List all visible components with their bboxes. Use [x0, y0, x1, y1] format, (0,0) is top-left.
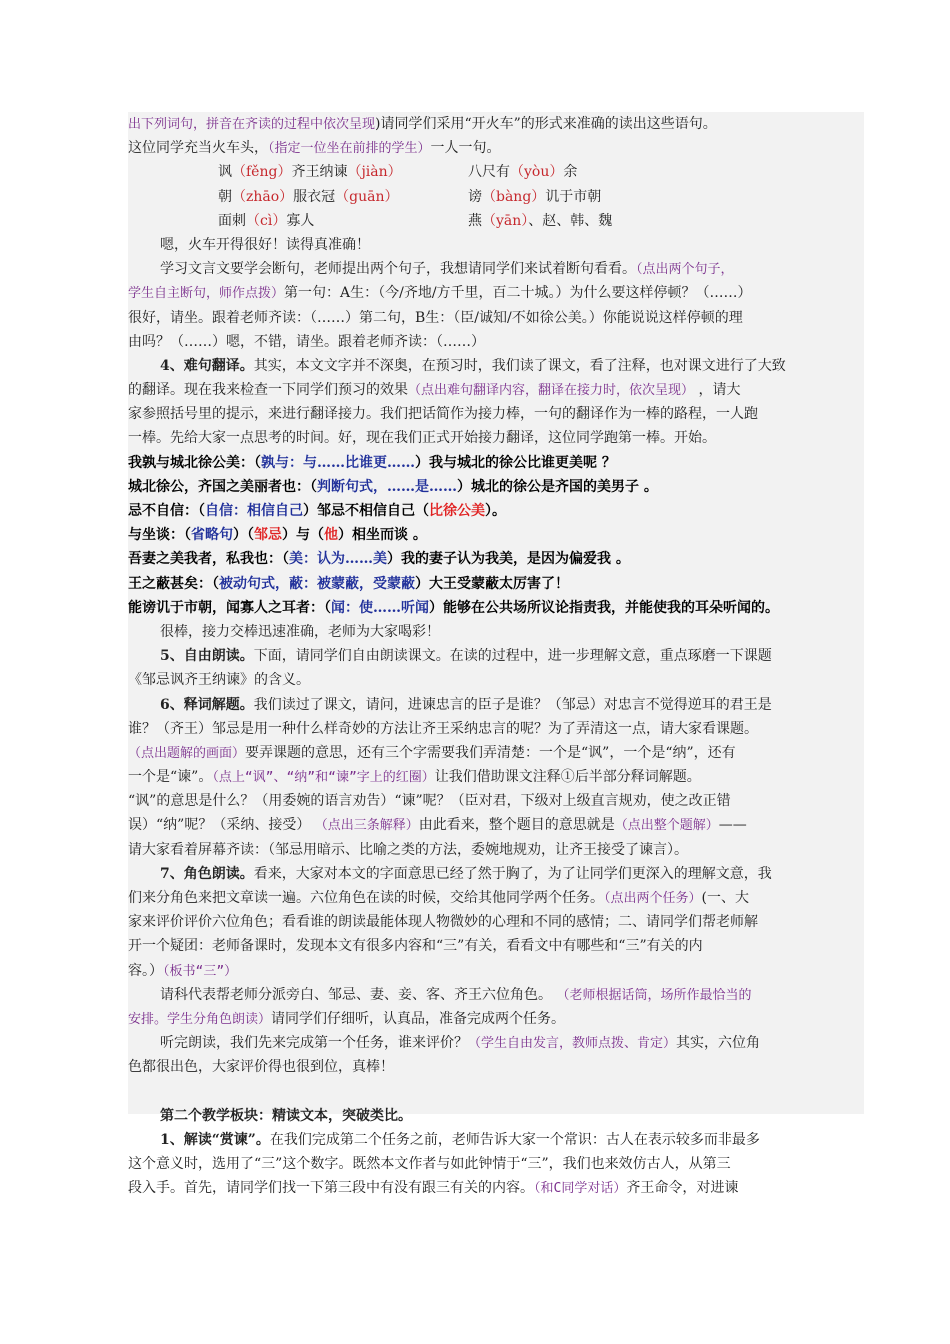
text-line — [128, 1176, 870, 1200]
text-span: “讽”的意思是什么？（用委婉的语言劝告）“谏”呢？（臣对君，下级对上级直言规劝，使之改正错 — [128, 793, 731, 810]
text-line — [128, 910, 870, 934]
text-span: （yān） — [482, 212, 529, 229]
vocab-right — [468, 213, 612, 229]
text-span: 寡人 — [286, 212, 315, 229]
text-span: 下面，请同学们自由朗读课文。在读的过程中，进一步理解文意，重点琢磨一下课题 — [253, 648, 772, 665]
text-line — [128, 499, 870, 523]
text-line — [128, 233, 870, 257]
text-span: ，请大 — [694, 382, 741, 399]
text-span: 讽 — [218, 164, 232, 181]
text-line — [128, 620, 870, 644]
bold-text: ）与（ — [282, 527, 324, 544]
bold-text: 6、释词解题。 — [160, 696, 254, 713]
text-line — [128, 668, 870, 692]
text-span: 这个意义时，选用了“三”这个数字。既然本文作者与如此钟情于“三”，我们也来效仿古人，从第三 — [128, 1155, 731, 1172]
bold-text: 1、解读“赏谏”。 — [160, 1131, 270, 1148]
text-span: 一人一句。 — [430, 140, 501, 157]
text-line — [128, 112, 870, 136]
vocab-left — [218, 185, 468, 209]
text-span: 段入手。首先，请同学们找一下第三段中有没有跟三有关的内容。 — [128, 1180, 534, 1197]
text-span: 很棒，接力交棒迅速准确，老师为大家喝彩！ — [160, 623, 440, 640]
teaching-note: （点上“讽”、“纳”和“谏”字上的红圈） — [212, 770, 435, 786]
text-span: 《邹忌讽齐王纳谏》的含义。 — [128, 672, 310, 689]
text-span: 色都很出色，大家评价得也很到位，真棒！ — [128, 1059, 394, 1076]
annotation-text: 孰与：与……比谁更…… — [261, 454, 415, 471]
teaching-note: （和C同学对话） — [534, 1181, 627, 1197]
teaching-note: （板书“三”） — [163, 963, 238, 979]
text-span: （bàng） — [482, 188, 546, 205]
text-span: 讥于市朝 — [545, 188, 602, 205]
text-line — [128, 862, 870, 886]
text-span: 让我们借助课文注释①后半部分释词解题。 — [434, 769, 701, 786]
text-line — [128, 886, 870, 910]
text-span: 一个是“谏”。 — [128, 769, 213, 786]
teaching-note: 安排。学生分角色朗读） — [128, 1011, 272, 1027]
text-span: 嗯，火车开得很好！读得真准确！ — [160, 236, 370, 253]
blank-line — [128, 1080, 870, 1104]
annotation-text: 自信：相信自己 — [205, 503, 303, 519]
bold-text: 能谤讥于市朝，闻寡人之耳者：（ — [128, 599, 331, 616]
bold-text: ）。 — [485, 503, 506, 519]
bold-text: 7、角色朗读。 — [160, 865, 254, 882]
text-line — [128, 451, 870, 475]
teaching-note: （点出三条解释） — [314, 818, 419, 834]
document-page — [128, 112, 870, 1200]
text-span: 余 — [563, 164, 578, 181]
text-span: 学习文言文要学会断句，老师提出两个句子，我想请同学们来试着断句看看。 — [160, 261, 636, 278]
text-span: （guān） — [335, 188, 399, 205]
teaching-note: （点出两个任务） — [604, 891, 702, 906]
text-span: 看来，大家对本文的字面意思已经了然于胸了，为了让同学们更深入的理解文意，我 — [253, 865, 772, 882]
bold-text: 我孰与城北徐公美：（ — [128, 454, 261, 471]
teaching-note: 学生自主断句，师作点拨） — [128, 286, 285, 302]
text-line — [128, 1031, 870, 1055]
text-span: 这位同学充当火车头， — [128, 140, 268, 157]
bold-text: 吾妻之美我者，私我也：（ — [128, 551, 289, 568]
text-line — [128, 281, 870, 305]
text-line — [128, 572, 870, 596]
annotation-text: 美：认为……美 — [289, 551, 387, 568]
annotation-text: 闻：使……听闻 — [331, 599, 429, 616]
text-line — [128, 959, 870, 983]
text-line — [128, 934, 870, 958]
vocab-left — [218, 160, 468, 184]
text-line — [128, 1104, 870, 1128]
text-span: （yòu） — [510, 164, 564, 181]
bold-text: 4、难句翻译。 — [160, 357, 254, 374]
text-span: 、赵、韩、魏 — [528, 212, 613, 229]
teaching-note: （老师根据话筒，场所作最恰当的 — [556, 987, 752, 1003]
text-span: 开一个疑团：老师备课时，发现本文有很多内容和“三”有关，看看文中有哪些和“三”有关的内 — [128, 938, 703, 955]
text-line — [128, 765, 870, 789]
annotation-text: 邹忌 — [254, 527, 282, 544]
text-span: 朝 — [218, 188, 232, 205]
text-span: 家来评价评价六位角色；看看谁的朗读最能体现人物微妙的心理和不同的感情；二、请同学们帮老师解 — [128, 914, 758, 931]
bold-text: ）我与城北的徐公比谁更美呢 ？ — [415, 454, 616, 471]
text-line — [128, 547, 870, 571]
teaching-note: （点出两个句子， — [636, 262, 734, 278]
bold-text: ）能够在公共场所议论指责我，并能使我的耳朵听闻的。 — [429, 599, 779, 616]
bold-text: ）邹忌不相信自己（ — [303, 503, 429, 519]
text-line — [128, 1007, 870, 1031]
text-span: 服衣冠 — [293, 188, 336, 205]
text-span: 请大家看着屏幕齐读：（邹忌用暗示、比喻之类的方法，委婉地规劝，让齐王接受了谏言）。 — [128, 841, 688, 858]
bold-text: 第二个教学板块：精读文本，突破类比。 — [160, 1107, 412, 1124]
text-line — [128, 717, 870, 741]
text-line — [128, 378, 870, 402]
text-span: 由吗？（……）嗯，不错，请坐。跟着老师齐读：（……） — [128, 333, 485, 350]
annotation-text: 比徐公美 — [429, 503, 485, 519]
text-span: （jiàn） — [347, 164, 402, 181]
text-span: 容。） — [128, 962, 163, 979]
text-span: 其实，六位角 — [676, 1035, 761, 1052]
bold-text: 忌不自信：（ — [128, 503, 205, 519]
text-span: （zhāo） — [232, 188, 294, 205]
text-line — [128, 475, 870, 499]
text-line — [128, 1055, 870, 1079]
text-line — [128, 644, 870, 668]
text-line — [128, 789, 870, 813]
text-span: (一、大 — [701, 890, 749, 906]
bold-text: 与坐谈：（ — [128, 527, 191, 544]
teaching-note: 出下列词句，拼音在齐读的过程中依次呈现 — [128, 117, 376, 132]
text-span: 其实，本文文字并不深奥，在预习时，我们读了课文，看了注释，也对课文进行了大致 — [253, 357, 786, 374]
text-span: 八尺有 — [468, 164, 510, 181]
text-line — [128, 330, 870, 354]
text-span: 的翻译。现在我来检查一下同学们预习的效果 — [128, 382, 408, 399]
vocab-line — [128, 160, 870, 184]
vocab-left — [218, 209, 468, 233]
bold-text: ）城北的徐公是齐国的美男子 。 — [457, 478, 658, 495]
teaching-note: （点出题解的画面） — [128, 745, 246, 761]
text-span: 面刺 — [218, 212, 246, 229]
text-line — [128, 426, 870, 450]
text-span: 谤 — [468, 188, 482, 205]
text-line — [128, 693, 870, 717]
annotation-text: 被动句式，蔽：被蒙蔽，受蒙蔽 — [219, 575, 415, 592]
bold-text: ）大王受蒙蔽太厉害了！ — [415, 575, 569, 592]
text-span: )请同学们采用“开火车”的形式来准确的读出这些语句。 — [375, 116, 717, 132]
text-span: 谁？（齐王）邹忌是用一种什么样奇妙的方法让齐王采纳忠言的呢？为了弄清这一点，请大家看课题。 — [128, 720, 758, 737]
text-line — [128, 257, 870, 281]
text-span: 第一句：A生：（今/齐地/方千里，百二十城。）为什么要这样停顿？（……） — [284, 285, 752, 302]
text-line — [128, 813, 870, 837]
text-span: （cì） — [246, 212, 287, 229]
vocab-right — [468, 164, 577, 180]
vocab-line — [128, 185, 870, 209]
text-line — [128, 306, 870, 330]
text-span: 我们读过了课文，请问，进谏忠言的臣子是谁？（邹忌）对忠言不觉得逆耳的君王是 — [253, 696, 772, 713]
text-line — [128, 523, 870, 547]
teaching-note: （指定一位坐在前排的学生） — [268, 141, 431, 157]
text-span: 请科代表帮老师分派旁白、邹忌、妻、妾、客、齐王六位角色。 — [160, 986, 557, 1003]
bold-text: ）我的妻子认为我美，是因为偏爱我 。 — [387, 551, 630, 568]
text-span: 听完朗读，我们先来完成第一个任务，谁来评价？ — [160, 1035, 468, 1052]
text-span: 燕 — [468, 212, 482, 229]
text-line — [128, 354, 870, 378]
text-line — [128, 596, 870, 620]
text-line — [128, 402, 870, 426]
bold-text: 5、自由朗读。 — [160, 648, 254, 665]
text-span: 齐王命令，对进谏 — [626, 1180, 739, 1197]
text-span: —— — [718, 817, 747, 834]
bold-text: 王之蔽甚矣：（ — [128, 575, 219, 592]
text-span: 由此看来，整个题目的意思就是 — [418, 817, 615, 834]
text-line — [128, 741, 870, 765]
text-line — [128, 136, 870, 160]
vocab-line — [128, 209, 870, 233]
teaching-note: （学生自由发言，教师点拨、肯定） — [468, 1036, 677, 1052]
text-span: 一棒。先给大家一点思考的时间。好，现在我们正式开始接力翻译，这位同学跑第一棒。开始。 — [128, 430, 716, 447]
text-span: 齐王纳谏 — [291, 164, 348, 181]
text-line — [128, 838, 870, 862]
annotation-text: 省略句 — [191, 527, 233, 544]
text-span: 家参照括号里的提示，来进行翻译接力。我们把话简作为接力棒，一句的翻译作为一棒的路程，一人跑 — [128, 406, 758, 423]
text-line — [128, 1128, 870, 1152]
bold-text: 城北徐公，齐国之美丽者也：（ — [128, 478, 317, 495]
text-span: 很好，请坐。跟着老师齐读：（……）第二句，B生：（臣/诚知/不如徐公美。）你能说说这样停顿的理 — [128, 309, 743, 326]
text-span: 请同学们仔细听，认真品，准备完成两个任务。 — [271, 1010, 566, 1027]
bold-text: ）（ — [233, 527, 254, 544]
text-span: 要弄课题的意思，还有三个字需要我们弄清楚：一个是“讽”，一个是“纳”，还有 — [245, 744, 736, 761]
teaching-note: （点出难句翻译内容，翻译在接力时，依次呈现） — [408, 383, 695, 399]
document-body — [128, 112, 870, 1200]
text-span: 误）“纳”呢？（采纳、接受） — [128, 817, 315, 834]
text-span: （fěng） — [232, 164, 292, 181]
text-line — [128, 1152, 870, 1176]
text-line — [128, 983, 870, 1007]
bold-text: ）相坐而谈 。 — [338, 527, 427, 544]
vocab-right — [468, 189, 601, 205]
teaching-note: （点出整个题解） — [614, 818, 719, 834]
annotation-text: 判断句式，……是…… — [317, 478, 457, 495]
text-span: 在我们完成第二个任务之前，老师告诉大家一个常识：古人在表示较多而非最多 — [269, 1131, 760, 1148]
text-span: 们来分角色来把文章读一遍。六位角色在读的时候，交给其他同学两个任务。 — [128, 890, 604, 906]
annotation-text: 他 — [324, 527, 338, 544]
